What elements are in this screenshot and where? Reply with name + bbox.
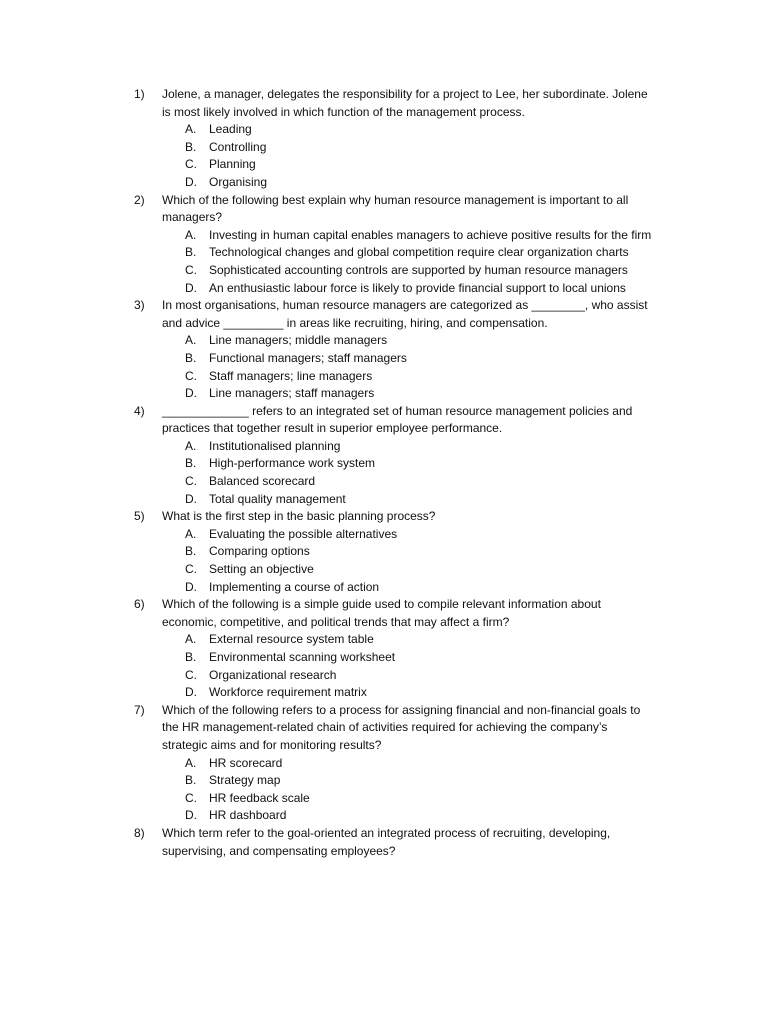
option-text: Functional managers; staff managers — [209, 350, 407, 365]
question-text: In most organisations, human resource managers are categorized as ________, who assist and advice _________ in areas like recruiting, hiring, and compensation. — [162, 298, 648, 330]
option-letter: B. — [185, 773, 197, 788]
option-text: Organising — [209, 174, 268, 189]
answer-options — [134, 227, 654, 297]
option-letter: A. — [185, 122, 197, 137]
question-item — [134, 403, 654, 509]
option-text: Evaluating the possible alternatives — [209, 526, 398, 541]
question-row — [134, 192, 654, 227]
option-letter: D. — [185, 280, 197, 295]
answer-option — [134, 385, 654, 403]
option-letter: D. — [185, 579, 197, 594]
question-text: _____________ refers to an integrated set of human resource management policies and practices that together result in superior employee performance. — [162, 403, 633, 436]
question-item — [134, 596, 654, 702]
answer-option — [134, 667, 654, 685]
answer-option — [134, 332, 654, 350]
option-text: Environmental scanning worksheet — [209, 650, 396, 664]
answer-option — [134, 755, 654, 773]
option-text: HR dashboard — [209, 808, 287, 823]
option-letter: A. — [185, 227, 197, 242]
question-row — [134, 508, 654, 526]
question-text: Which of the following is a simple guide used to compile relevant information about economic, competitive, and political trends that may affect a firm? — [162, 597, 601, 629]
question-row — [134, 702, 654, 755]
option-text: Institutionalised planning — [209, 438, 341, 453]
question-item — [134, 297, 654, 403]
option-letter: D. — [185, 491, 197, 506]
answer-option — [134, 244, 654, 262]
option-text: Organizational research — [209, 667, 337, 682]
answer-option — [134, 561, 654, 579]
option-text: Line managers; staff managers — [209, 386, 375, 401]
option-text: HR scorecard — [209, 755, 283, 770]
option-text: Staff managers; line managers — [209, 368, 373, 383]
option-letter: B. — [185, 245, 197, 260]
option-letter: C. — [185, 790, 197, 805]
answer-option — [134, 543, 654, 561]
answer-option — [134, 684, 654, 702]
option-letter: C. — [185, 157, 197, 172]
answer-option — [134, 350, 654, 368]
option-text: Strategy map — [209, 773, 281, 788]
answer-option — [134, 262, 654, 280]
option-text: High-performance work system — [209, 456, 376, 471]
option-letter: A. — [185, 755, 197, 770]
option-letter: D. — [185, 808, 197, 823]
question-row — [134, 86, 654, 121]
question-text: Which term refer to the goal-oriented an integrated process of recruiting, developing, supervising, and compensating employees? — [162, 825, 611, 858]
question-number: 5) — [134, 509, 145, 524]
answer-option — [134, 174, 654, 192]
question-row — [134, 297, 654, 332]
option-letter: C. — [185, 562, 197, 577]
question-row — [134, 403, 654, 438]
question-text: Which of the following best explain why human resource management is important to all managers? — [162, 192, 629, 225]
option-text: Investing in human capital enables managers to achieve positive results for the firm — [209, 227, 652, 242]
answer-option — [134, 526, 654, 544]
question-item — [134, 192, 654, 298]
answer-option — [134, 227, 654, 245]
option-text: An enthusiastic labour force is likely to provide financial support to local unions — [209, 280, 626, 295]
answer-option — [134, 631, 654, 649]
option-text: Sophisticated accounting controls are supported by human resource managers — [209, 262, 628, 277]
question-text: Which of the following refers to a process for assigning financial and non-financial goals to the HR management-related chain of activities required for achieving the company’s strategic aims and for monitoring results? — [162, 702, 641, 752]
option-letter: D. — [185, 685, 197, 700]
option-letter: D. — [185, 386, 197, 401]
answer-options — [134, 332, 654, 402]
option-letter: A. — [185, 333, 197, 348]
answer-option — [134, 368, 654, 386]
question-number: 7) — [134, 702, 145, 717]
answer-option — [134, 139, 654, 157]
option-text: HR feedback scale — [209, 790, 310, 805]
question-number: 8) — [134, 825, 145, 840]
answer-option — [134, 790, 654, 808]
answer-option — [134, 121, 654, 139]
answer-option — [134, 280, 654, 298]
question-item — [134, 508, 654, 596]
answer-options — [134, 631, 654, 701]
option-text: Comparing options — [209, 544, 310, 559]
question-row — [134, 825, 654, 860]
question-number: 2) — [134, 192, 145, 207]
answer-options — [134, 755, 654, 825]
option-text: Workforce requirement matrix — [209, 685, 367, 700]
option-text: Implementing a course of action — [209, 579, 380, 594]
option-letter: B. — [185, 650, 197, 664]
answer-option — [134, 455, 654, 473]
option-text: Technological changes and global competition require clear organization charts — [209, 245, 629, 260]
answer-option — [134, 649, 654, 667]
option-letter: C. — [185, 667, 197, 682]
option-letter: A. — [185, 632, 197, 647]
answer-options — [134, 438, 654, 508]
question-item — [134, 86, 654, 192]
option-text: Total quality management — [209, 491, 346, 506]
option-text: Planning — [209, 157, 256, 172]
question-number: 6) — [134, 597, 145, 612]
question-row — [134, 596, 654, 631]
answer-option — [134, 807, 654, 825]
option-letter: D. — [185, 174, 197, 189]
option-letter: B. — [185, 350, 197, 365]
answer-option — [134, 473, 654, 491]
answer-option — [134, 438, 654, 456]
answer-option — [134, 772, 654, 790]
option-letter: B. — [185, 456, 197, 471]
question-text: What is the first step in the basic planning process? — [162, 509, 436, 524]
option-text: Balanced scorecard — [209, 474, 316, 489]
option-letter: C. — [185, 262, 197, 277]
option-text: Leading — [209, 122, 252, 137]
answer-option — [134, 491, 654, 509]
answer-option — [134, 156, 654, 174]
question-list — [134, 86, 654, 860]
question-number: 3) — [134, 298, 145, 313]
answer-options — [134, 121, 654, 191]
option-letter: C. — [185, 474, 197, 489]
option-letter: B. — [185, 139, 197, 154]
option-text: Line managers; middle managers — [209, 333, 388, 348]
option-letter: B. — [185, 544, 197, 559]
question-number: 1) — [134, 87, 145, 101]
option-letter: C. — [185, 368, 197, 383]
option-letter: A. — [185, 438, 197, 453]
answer-options — [134, 526, 654, 596]
question-item — [134, 825, 654, 860]
option-text: Setting an objective — [209, 562, 314, 577]
answer-option — [134, 579, 654, 597]
question-number: 4) — [134, 403, 145, 418]
option-letter: A. — [185, 526, 197, 541]
question-item — [134, 702, 654, 825]
option-text: External resource system table — [209, 632, 374, 647]
question-text: Jolene, a manager, delegates the responsibility for a project to Lee, her subordinate. Jolene is most likely involved in which function of the management process. — [162, 87, 648, 119]
option-text: Controlling — [209, 139, 267, 154]
